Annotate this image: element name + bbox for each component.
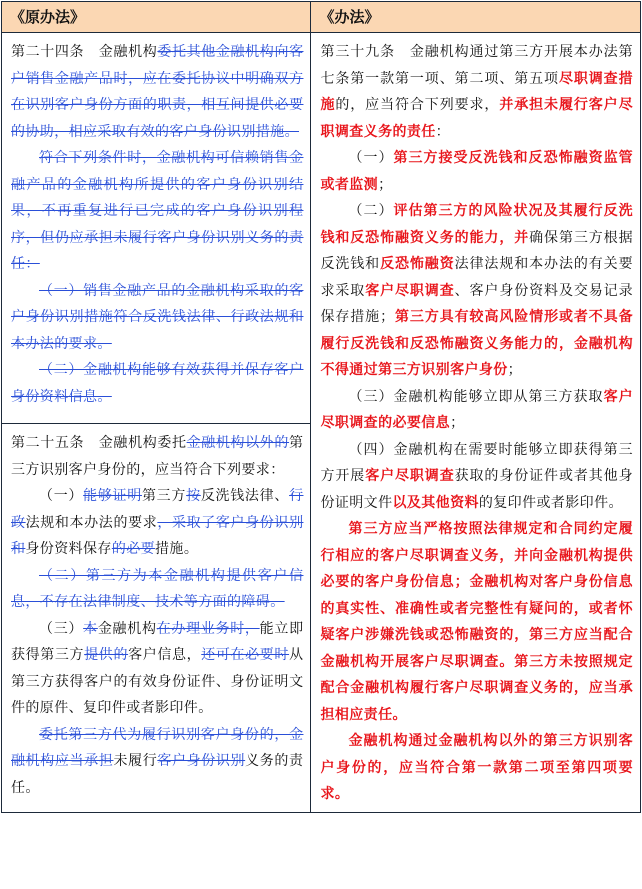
added-text: 反恐怖融资 <box>380 256 455 272</box>
deleted-text: 客户身份识别 <box>157 753 246 769</box>
comparison-table <box>1 1 641 813</box>
normal-text: 第三方识别客户身份的，应当符合下列要求： <box>11 435 304 478</box>
new-article-39-item-4 <box>320 437 633 517</box>
old-article-25-item-2 <box>11 563 303 616</box>
normal-text: 义务的责任。 <box>11 753 304 796</box>
new-article-39-cell <box>311 33 641 813</box>
added-text: 尽职调查措施 <box>320 70 633 113</box>
added-text: 以及其他资料 <box>392 494 479 511</box>
normal-text: 措施。 <box>155 541 199 557</box>
deleted-text: 还可在必要时 <box>201 647 290 663</box>
new-article-39-third-party-duty <box>320 516 633 728</box>
normal-text: 身份资料保存 <box>25 541 112 557</box>
deleted-text: 提供的 <box>84 647 129 663</box>
normal-text: （三） <box>39 620 84 637</box>
new-article-39-paragraph <box>320 39 633 145</box>
added-text: 客户尽职调查的必要信息 <box>320 388 633 431</box>
normal-text: 的复印件或者影印件。 <box>478 494 623 511</box>
old-article-25-item-1 <box>11 483 303 563</box>
normal-text: （二） <box>348 203 394 219</box>
old-article-24-paragraph <box>11 39 303 145</box>
old-article-24-cell <box>2 33 311 424</box>
normal-text: 法规和本办法的要求 <box>25 514 158 531</box>
normal-text: 确保第三方根据反洗钱和 <box>320 229 633 272</box>
normal-text: ； <box>507 362 523 378</box>
normal-text: （三）金融机构能够立即从第三方获取 <box>348 388 604 405</box>
added-text: 客户尽职调查 <box>365 282 455 299</box>
deleted-text: 符合下列条件时，金融机构可信赖销售金融产品的金融机构所提供的客户身份识别结果，不再重复进行已完成的客户身份识别程序，但仍应承担未履行客户身份识别义务的责任： <box>11 150 304 272</box>
new-article-39-closing <box>320 728 633 808</box>
normal-text: （一） <box>39 488 84 504</box>
normal-text: ； <box>450 415 465 431</box>
normal-text: 第二十四条 金融机构 <box>11 44 158 60</box>
added-text: 金融机构通过金融机构以外的第三方识别客户身份的，应当符合第一款第二项至第四项要求。 <box>320 733 633 802</box>
deleted-text: 委托其他金融机构向客户销售金融产品时，应在委托协议中明确双方在识别客户身份方面的职责，相互间提供必要的协助，相应采取有效的客户身份识别措施。 <box>11 44 304 140</box>
normal-text: ： <box>435 123 451 140</box>
normal-text: 、客户身份资料及交易记录保存措施； <box>320 282 633 325</box>
normal-text: 获取的身份证件或者其他身份证明文件 <box>320 468 633 511</box>
old-article-24-conditions <box>11 145 303 278</box>
normal-text: 的，应当符合下列要求， <box>335 97 500 113</box>
old-article-25-responsibility <box>11 722 303 802</box>
normal-text: 客户信息， <box>128 647 202 663</box>
normal-text: 反洗钱法律、 <box>200 488 290 504</box>
deleted-text: 本 <box>83 620 98 637</box>
new-article-39-item-2 <box>320 198 633 384</box>
old-article-25-paragraph <box>11 430 303 483</box>
added-text: 客户尽职调查 <box>365 468 455 484</box>
content-row-1 <box>2 33 641 424</box>
header-row <box>2 2 641 33</box>
old-article-25-item-3 <box>11 616 303 722</box>
deleted-text: （一）销售金融产品的金融机构采取的客户身份识别措施符合反洗钱法律、行政法规和本办法的要求。 <box>11 282 304 352</box>
normal-text: （一） <box>348 150 394 166</box>
old-article-25-cell <box>2 424 311 813</box>
deleted-text: （二）金融机构能够有效获得并保存客户身份资料信息。 <box>11 362 304 405</box>
normal-text: 第二十五条 金融机构委托 <box>11 435 187 451</box>
normal-text: 能立即获得第三方 <box>11 620 304 663</box>
header-new-rules: 《办法》 <box>311 2 641 33</box>
normal-text: 第三方 <box>141 488 187 504</box>
added-text: 第三方应当严格按照法律规定和合同约定履行相应的客户尽职调查义务，并向金融机构提供必要的客户身份信息；金融机构对客户身份信息的真实性、准确性或者完整性有疑问的，或者怀疑客户涉嫌洗钱或恐怖融资的，第三方应当配合金融机构开展客户尽职调查。第三方未按照规定配合金融机构履行客户尽职调查义务的，应当承担相应责任。 <box>320 521 633 723</box>
deleted-text: 按 <box>186 488 201 504</box>
old-article-24-item-2 <box>11 357 303 410</box>
normal-text: （四）金融机构在需要时能够立即获得第三方开展 <box>320 441 633 484</box>
normal-text: 从第三方获得客户的有效身份证件、身份证明文件的原件、复印件或者影印件。 <box>11 647 304 716</box>
deleted-text: 在办理业务时， <box>156 620 260 637</box>
old-article-24-item-1 <box>11 278 303 358</box>
deleted-text: 能够证明 <box>83 488 142 504</box>
normal-text: 第三十九条 金融机构通过第三方开展本办法第七条第一款第一项、第二项、第五项 <box>320 44 633 87</box>
deleted-text: 委托第三方代为履行识别客户身份的，金融机构应当承担 <box>11 726 304 769</box>
new-article-39-item-3 <box>320 384 633 437</box>
deleted-text: 行政 <box>11 488 304 531</box>
added-text: 评估第三方的风险状况及其履行反洗钱和反恐怖融资义务的能力，并 <box>320 203 634 246</box>
normal-text: ； <box>378 176 393 193</box>
header-old-rules: 《原办法》 <box>2 2 311 33</box>
added-text: 第三方具有较高风险情形或者不具备履行反洗钱和反恐怖融资义务能力的，金融机构不得通过第三方识别客户身份 <box>320 309 633 378</box>
added-text: 并承担未履行客户尽职调查义务的责任 <box>320 97 633 140</box>
deleted-text: （二）第三方为本金融机构提供客户信息，不存在法律制度、技术等方面的障碍。 <box>11 567 304 610</box>
added-text: 第三方接受反洗钱和反恐怖融资监管或者监测 <box>320 150 634 193</box>
deleted-text: 的必要 <box>111 541 156 557</box>
normal-text: 法律法规和本办法的有关要求采取 <box>320 256 633 299</box>
new-article-39-item-1 <box>320 145 633 198</box>
normal-text: 金融机构 <box>97 620 157 637</box>
deleted-text: ，采取了客户身份识别和 <box>11 514 304 557</box>
normal-text: 未履行 <box>113 753 158 769</box>
deleted-text: 金融机构以外的 <box>186 435 290 451</box>
